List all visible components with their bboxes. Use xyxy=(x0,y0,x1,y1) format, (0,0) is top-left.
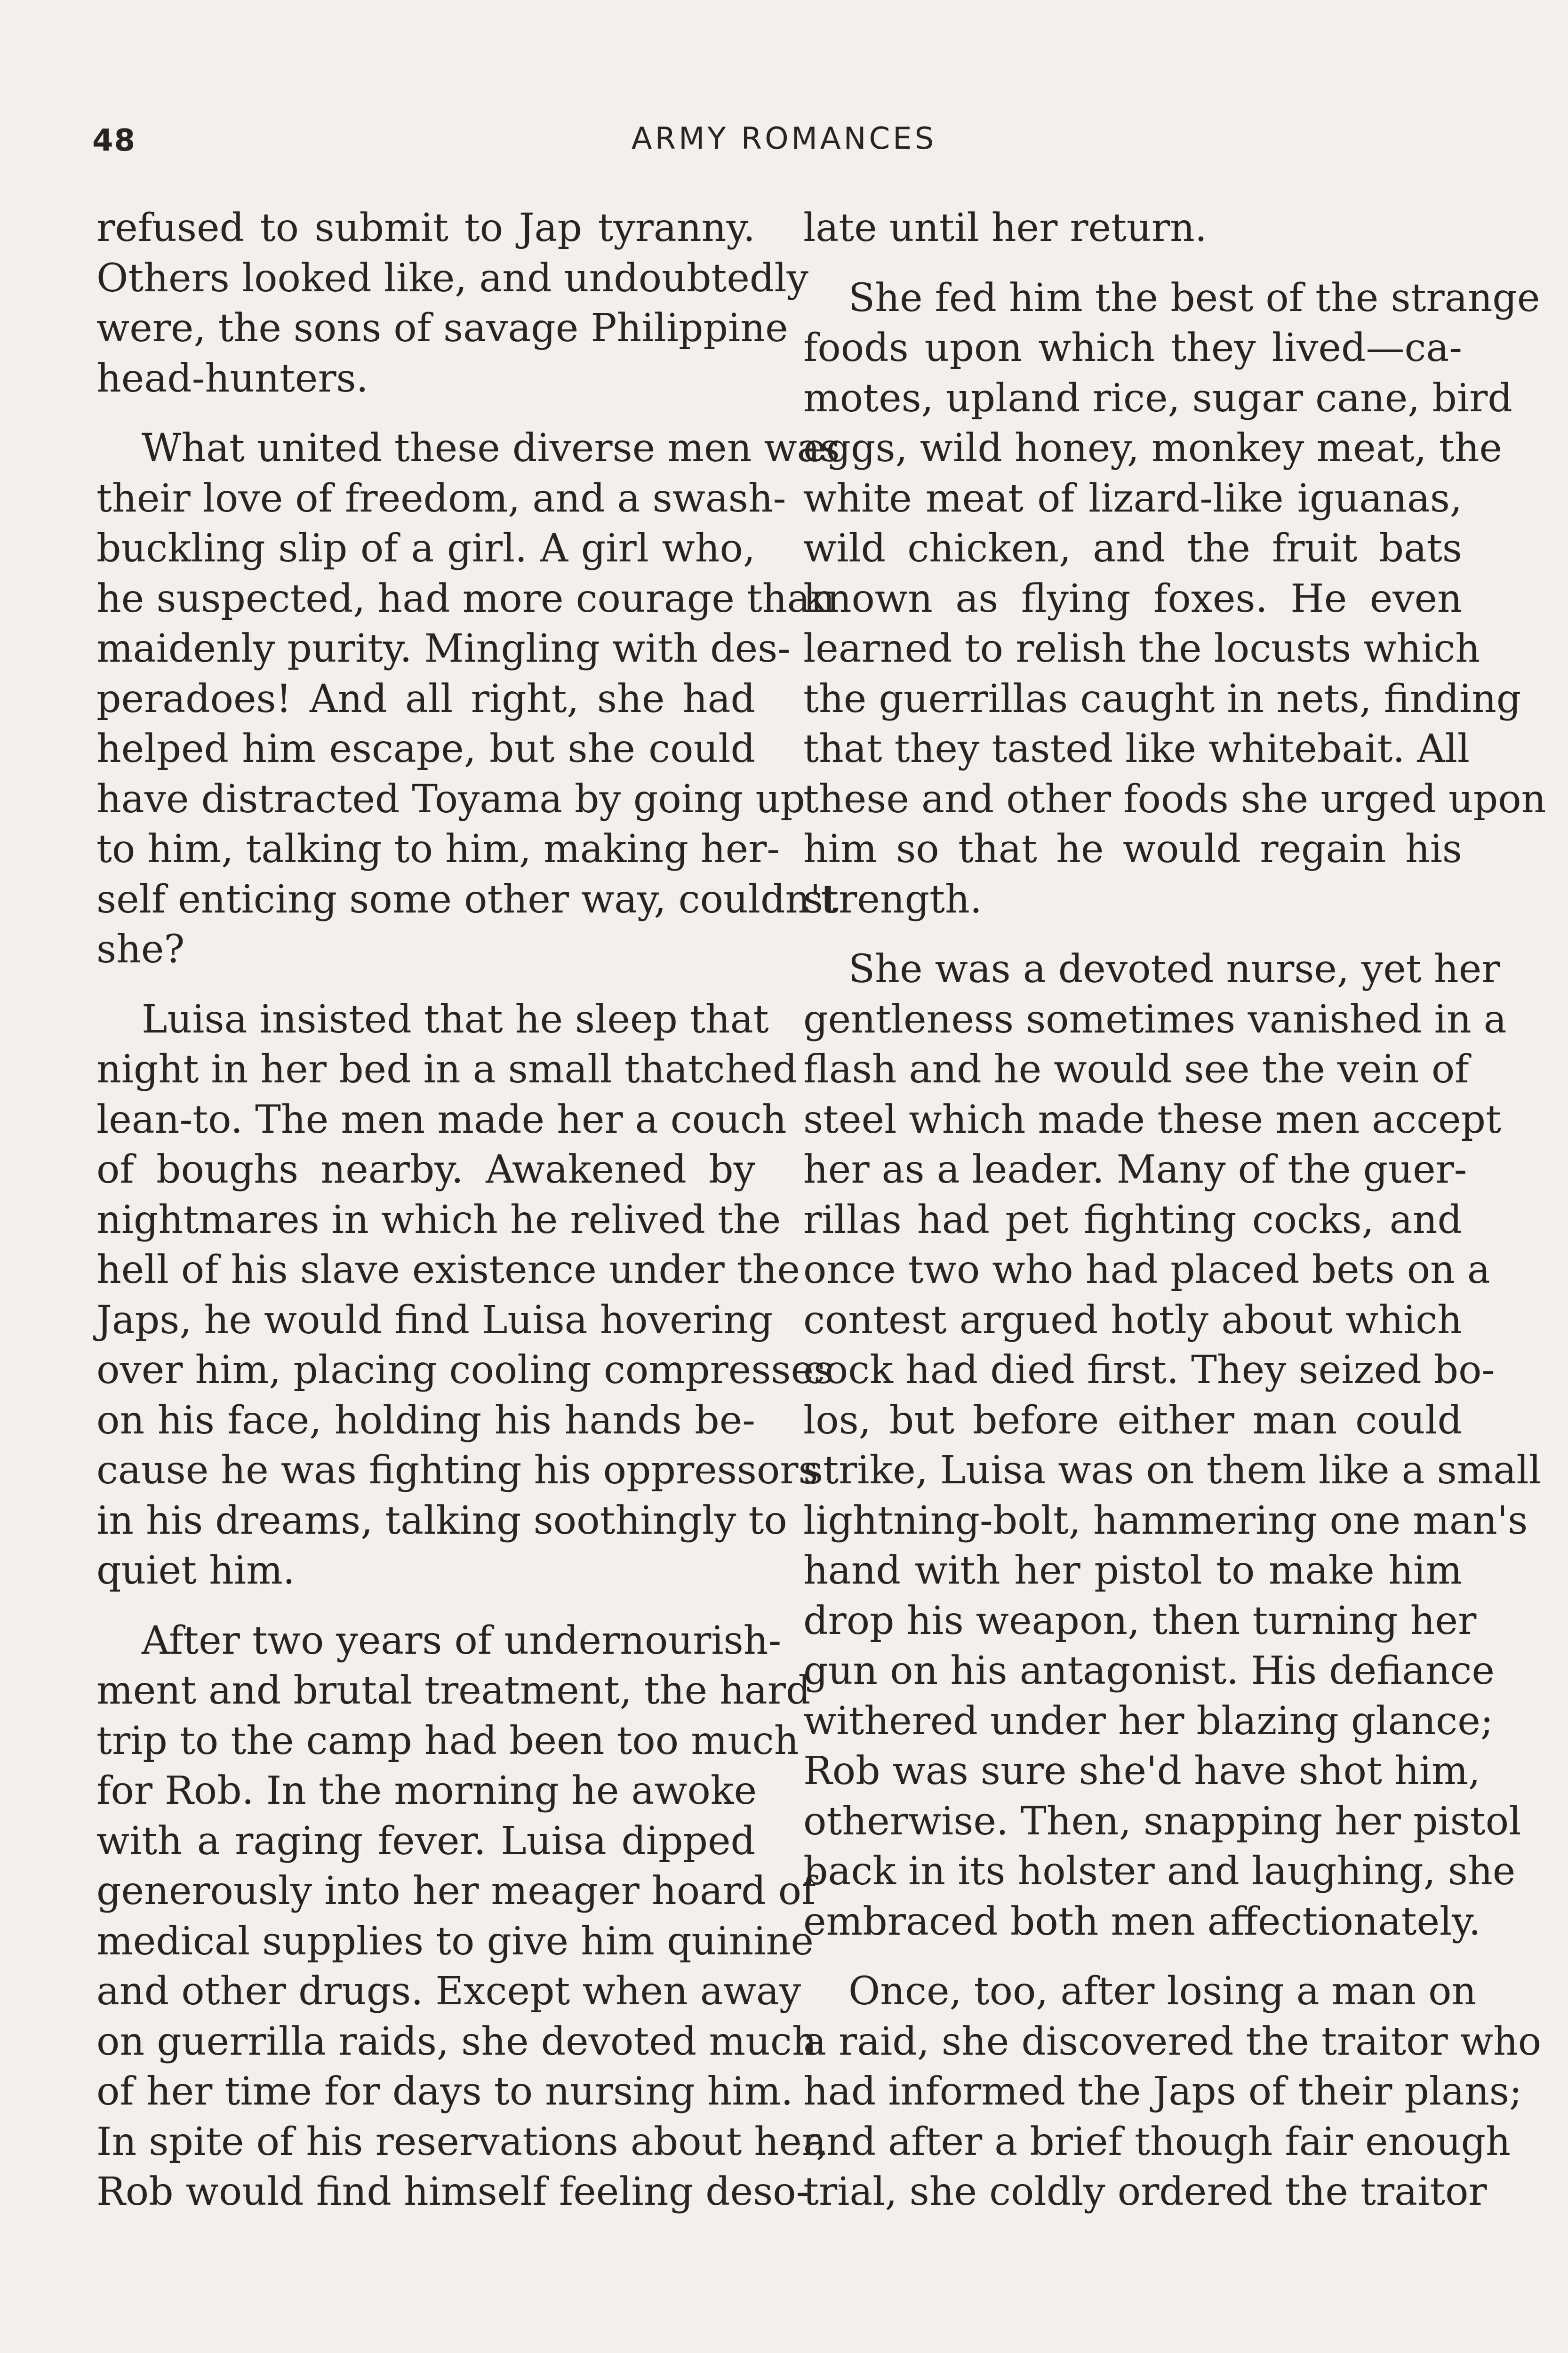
text-line: gentleness sometimes vanished in a xyxy=(803,997,1507,1042)
text-line: a raid, she discovered the traitor who xyxy=(803,2019,1542,2064)
text-line: motes, upland rice, sugar cane, bird xyxy=(803,376,1512,421)
text-line: Rob would find himself feeling deso- xyxy=(96,2169,809,2214)
text-line: rillas had pet fighting cocks, and xyxy=(803,1197,1462,1242)
text-line: white meat of lizard-like iguanas, xyxy=(803,476,1462,521)
text-line: Japs, he would find Luisa hovering xyxy=(96,1297,773,1343)
text-line: nightmares in which he relived the xyxy=(96,1197,781,1242)
text-line: She fed him the best of the strange xyxy=(848,275,1540,320)
paragraph xyxy=(96,424,840,975)
text-line: on guerrilla raids, she devoted much xyxy=(96,2019,817,2064)
text-line: lean-to. The men made her a couch xyxy=(96,1097,787,1142)
text-line: known as flying foxes. He even xyxy=(803,576,1462,621)
text-line: embraced both men affectionately. xyxy=(803,1899,1481,1944)
text-line: her as a leader. Many of the guer- xyxy=(803,1147,1467,1192)
text-line: ment and brutal treatment, the hard xyxy=(96,1668,811,1713)
text-line: he suspected, had more courage than xyxy=(96,576,835,621)
paragraph xyxy=(803,203,1462,254)
text-line: strength. xyxy=(803,877,982,922)
text-line: trip to the camp had been too much xyxy=(96,1718,799,1763)
text-line: night in her bed in a small thatched xyxy=(96,1047,798,1092)
text-line: otherwise. Then, snapping her pistol xyxy=(803,1799,1521,1844)
text-line: have distracted Toyama by going up xyxy=(96,776,805,822)
text-line: eggs, wild honey, monkey meat, the xyxy=(803,426,1503,471)
text-line: generously into her meager hoard of xyxy=(96,1869,816,1913)
paragraph xyxy=(803,944,1541,1947)
text-line: had informed the Japs of their plans; xyxy=(803,2069,1522,2114)
text-line: the guerrillas caught in nets, finding xyxy=(803,676,1521,721)
right-column xyxy=(803,203,1546,2217)
text-line: strike, Luisa was on them like a small xyxy=(803,1448,1541,1493)
text-line: hell of his slave existence under the xyxy=(96,1248,800,1292)
text-line: foods upon which they lived—ca- xyxy=(803,326,1462,370)
text-line: lightning-bolt, hammering one man's xyxy=(803,1498,1528,1543)
text-line: wild chicken, and the fruit bats xyxy=(803,526,1462,571)
text-line: to him, talking to him, making her- xyxy=(96,827,780,872)
text-line: buckling slip of a girl. A girl who, xyxy=(96,526,755,571)
text-line: maidenly purity. Mingling with des- xyxy=(96,626,791,671)
text-line: After two years of undernourish- xyxy=(142,1618,782,1663)
text-line: for Rob. In the morning he awoke xyxy=(96,1769,757,1813)
paragraph xyxy=(803,1967,1542,2217)
text-line: head-hunters. xyxy=(96,356,368,401)
text-line: over him, placing cooling compresses xyxy=(96,1348,834,1393)
text-line: refused to submit to Jap tyranny. xyxy=(96,206,755,250)
text-line: peradoes! And all right, she had xyxy=(96,676,755,721)
text-line: drop his weapon, then turning her xyxy=(803,1598,1477,1643)
text-line: late until her return. xyxy=(803,206,1207,250)
running-head: ARMY ROMANCES xyxy=(631,121,937,156)
text-line: and after a brief though fair enough xyxy=(803,2119,1511,2164)
text-line: Luisa insisted that he sleep that xyxy=(142,997,769,1042)
text-line: withered under her blazing glance; xyxy=(803,1698,1494,1744)
text-line: these and other foods she urged upon xyxy=(803,776,1546,822)
text-line: Once, too, after losing a man on xyxy=(848,1969,1477,2014)
text-line: self enticing some other way, couldn't xyxy=(96,877,836,922)
text-line: flash and he would see the vein of xyxy=(803,1047,1469,1092)
text-line: of boughs nearby. Awakened by xyxy=(96,1147,755,1192)
text-line: that they tasted like whitebait. All xyxy=(803,727,1470,771)
text-line: los, but before either man could xyxy=(803,1398,1462,1443)
text-line: cock had died first. They seized bo- xyxy=(803,1348,1495,1393)
text-line: Rob was sure she'd have shot him, xyxy=(803,1749,1480,1793)
text-line: him so that he would regain his xyxy=(803,827,1462,872)
text-line: What united these diverse men was xyxy=(142,426,840,471)
page-number: 48 xyxy=(92,123,136,158)
left-column xyxy=(96,203,840,2217)
text-line: back in its holster and laughing, she xyxy=(803,1849,1516,1894)
text-line: helped him escape, but she could xyxy=(96,727,755,771)
text-line: Others looked like, and undoubtedly xyxy=(96,256,808,301)
text-line: once two who had placed bets on a xyxy=(803,1248,1490,1292)
paragraph xyxy=(96,203,808,404)
paragraph xyxy=(96,1616,828,2217)
text-line: trial, she coldly ordered the traitor xyxy=(803,2169,1487,2214)
text-line: In spite of his reservations about her, xyxy=(96,2119,828,2164)
text-line: cause he was fighting his oppressors xyxy=(96,1448,818,1493)
text-line: She was a devoted nurse, yet her xyxy=(848,947,1500,992)
text-line: steel which made these men accept xyxy=(803,1097,1501,1142)
text-line: she? xyxy=(96,927,185,972)
text-line: gun on his antagonist. His defiance xyxy=(803,1649,1495,1693)
text-line: learned to relish the locusts which xyxy=(803,626,1480,671)
text-line: hand with her pistol to make him xyxy=(803,1548,1462,1593)
text-line: were, the sons of savage Philippine xyxy=(96,306,788,351)
text-line: and other drugs. Except when away xyxy=(96,1969,801,2014)
paragraph xyxy=(96,995,834,1596)
text-line: of her time for days to nursing him. xyxy=(96,2069,793,2114)
text-line: medical supplies to give him quinine xyxy=(96,1919,814,1964)
text-line: contest argued hotly about which xyxy=(803,1297,1462,1343)
text-line: quiet him. xyxy=(96,1548,295,1593)
text-line: their love of freedom, and a swash- xyxy=(96,476,786,521)
text-line: in his dreams, talking soothingly to xyxy=(96,1498,787,1543)
text-line: with a raging fever. Luisa dipped xyxy=(96,1818,755,1864)
text-line: on his face, holding his hands be- xyxy=(96,1398,755,1443)
paragraph xyxy=(803,273,1546,925)
